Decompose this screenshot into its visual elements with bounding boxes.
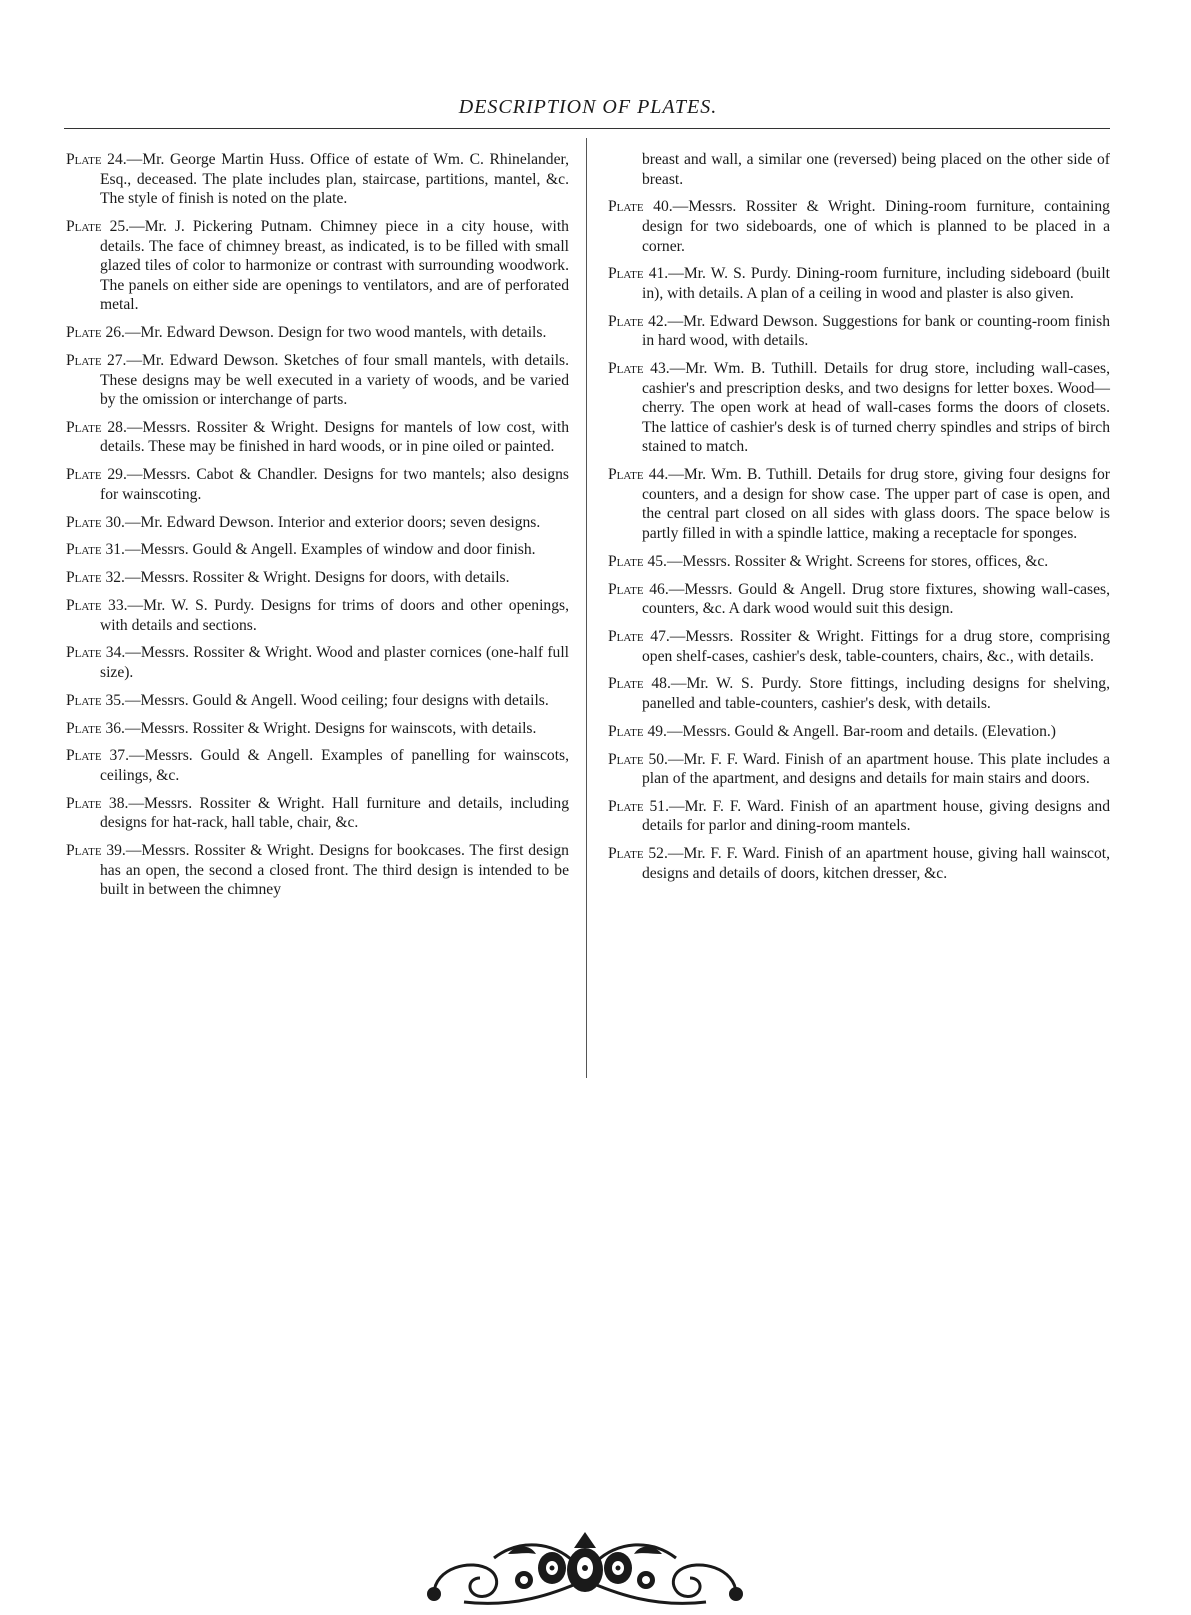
plate-entry-36 bbox=[66, 719, 569, 739]
plate-description: —Messrs. Cabot & Chandler. Designs for two mantels; also designs for wainscoting. bbox=[100, 466, 569, 503]
plate-number: Plate 52. bbox=[608, 845, 668, 863]
page-title: DESCRIPTION OF PLATES. bbox=[458, 96, 718, 118]
plate-description: —Mr. F. F. Ward. Finish of an apartment house, giving designs and details for parlor and dining-room mantels. bbox=[642, 797, 1110, 835]
plate-number: Plate 45. bbox=[608, 552, 667, 570]
plate-description: —Mr. F. F. Ward. Finish of an apartment house. This plate includes a plan of the apartment, and designs and details for main stairs and doors. bbox=[642, 750, 1110, 788]
foliate-scroll-ornament-icon bbox=[424, 1528, 746, 1610]
plate-number: Plate 25. bbox=[66, 217, 130, 235]
plate-description: —Messrs. Rossiter & Wright. Screens for stores, offices, &c. bbox=[666, 552, 1049, 570]
plate-number: Plate 40. bbox=[608, 198, 673, 216]
plate-number: Plate 42. bbox=[608, 312, 668, 330]
plate-entry-40 bbox=[608, 197, 1110, 256]
plate-description: —Mr. Edward Dewson. Sketches of four small mantels, with details. These designs may be well executed in a variety of woods, and be varied by the omission or interchange of parts. bbox=[100, 351, 569, 409]
plate-entry-34 bbox=[66, 643, 569, 682]
plate-number: Plate 48. bbox=[608, 675, 671, 693]
plate-number: Plate 43. bbox=[608, 360, 670, 378]
plate-description: —Mr. Wm. B. Tuthill. Details for drug store, giving four designs for counters, and a design for show case. The upper part of case is open, and the central part closed on all sides with glass doors. The space below is partly filled in with a spindle lattice, making a receptacle for sponges. bbox=[642, 466, 1111, 543]
plate-entry-29 bbox=[66, 465, 569, 504]
plate-entry-47 bbox=[608, 627, 1110, 666]
plate-entry-50 bbox=[608, 750, 1110, 789]
plate-number: Plate 32. bbox=[66, 569, 125, 587]
plate-description: —Messrs. Gould & Angell. Wood ceiling; four designs with details. bbox=[124, 691, 549, 709]
plate-description: —Messrs. Rossiter & Wright. Wood and plaster cornices (one-half full size). bbox=[100, 644, 569, 681]
plate-number: Plate 27. bbox=[66, 351, 127, 369]
plate-description: —Messrs. Gould & Angell. Examples of panelling for wainscots, ceilings, &c. bbox=[100, 747, 570, 784]
plate-description: —Messrs. Rossiter & Wright. Dining-room furniture, containing design for two sideboards, one of which is planned to be placed in a corner. bbox=[642, 198, 1110, 255]
plate-entry-24 bbox=[66, 150, 569, 209]
plate-number: Plate 33. bbox=[66, 596, 128, 614]
plate-entry-30 bbox=[66, 513, 569, 533]
plate-number: Plate 41. bbox=[608, 265, 669, 283]
plate-entry-31 bbox=[66, 540, 569, 560]
plate-entry-33 bbox=[66, 596, 569, 635]
plate-entry-25 bbox=[66, 217, 569, 315]
plate-entry-32 bbox=[66, 568, 569, 588]
plate-entry-44 bbox=[608, 465, 1110, 543]
plate-entry-51 bbox=[608, 797, 1110, 836]
plate-description: —Messrs. Rossiter & Wright. Hall furniture and details, including designs for hat-rack, hall table, chair, &c. bbox=[100, 794, 569, 832]
plate-description: —Mr. F. F. Ward. Finish of an apartment house, giving hall wainscot, designs and details of doors, kitchen dresser, &c. bbox=[642, 845, 1110, 882]
plate-number: Plate 38. bbox=[66, 794, 129, 812]
plate-description: —Mr. W. S. Purdy. Store fittings, including designs for shelving, panelled and table-counters, cashier's desk, with details. bbox=[642, 675, 1110, 712]
plate-entry-35 bbox=[66, 691, 569, 711]
left-column bbox=[66, 150, 569, 908]
plate-entry-45 bbox=[608, 552, 1110, 572]
plate-entry-48 bbox=[608, 674, 1110, 713]
plate-entry-39 bbox=[66, 841, 569, 900]
plate-number: Plate 34. bbox=[66, 644, 126, 662]
plate-number: Plate 50. bbox=[608, 750, 668, 768]
plate-description: —Mr. J. Pickering Putnam. Chimney piece in a city house, with details. The face of chimney breast, as indicated, is to be filled with small glazed tiles of color to harmonize or contrast with surrounding woodwork. The panels on either side are openings to ventilators, and are of perforated metal. bbox=[100, 217, 569, 314]
plate-number: Plate 47. bbox=[608, 627, 670, 645]
plate-number: Plate 49. bbox=[608, 722, 667, 740]
plate-entry-27 bbox=[66, 351, 569, 410]
plate-description: —Mr. George Martin Huss. Office of estate of Wm. C. Rhinelander, Esq., deceased. The plate includes plan, staircase, partitions, mantel, &c. The style of finish is noted on the plate. bbox=[100, 151, 569, 208]
plate-entry-28 bbox=[66, 418, 569, 457]
plate-description: —Messrs. Gould & Angell. Bar-room and details. (Elevation.) bbox=[666, 722, 1056, 740]
plate-number: Plate 28. bbox=[66, 418, 127, 436]
plate-description: —Mr. Edward Dewson. Design for two wood mantels, with details. bbox=[124, 324, 547, 342]
plate-number: Plate 31. bbox=[66, 541, 125, 559]
plate-description: —Messrs. Rossiter & Wright. Fittings for a drug store, comprising open shelf-cases, cashier's desk, table-counters, chairs, &c., with details. bbox=[642, 627, 1110, 665]
plate-description: —Mr. Edward Dewson. Suggestions for bank or counting-room finish in hard wood, with details. bbox=[642, 312, 1110, 350]
plate-number: Plate 35. bbox=[66, 691, 125, 709]
plate-description: —Messrs. Gould & Angell. Examples of window and door finish. bbox=[124, 541, 536, 559]
plate-39-continuation: breast and wall, a similar one (reversed) being placed on the other side of breast. bbox=[642, 151, 1110, 188]
right-column bbox=[608, 150, 1110, 892]
header-rule bbox=[64, 128, 1110, 129]
plate-description: —Messrs. Rossiter & Wright. Designs for wainscots, with details. bbox=[124, 719, 537, 737]
plate-number: Plate 37. bbox=[66, 747, 130, 765]
plate-number: Plate 26. bbox=[66, 324, 125, 342]
plate-description: —Mr. Wm. B. Tuthill. Details for drug store, including wall-cases, cashier's and prescription desks, and two designs for letter boxes. Wood—cherry. The open work at head of wall-cases forms the doors of closets. The lattice of cashier's desk is of turned cherry spindles and strips of birch stained to match. bbox=[642, 360, 1110, 456]
plate-description: —Messrs. Rossiter & Wright. Designs for bookcases. The first design has an open, the second a closed front. The third design is intended to be built in between the chimney bbox=[100, 842, 569, 899]
column-divider bbox=[586, 138, 587, 1078]
plate-entry-26 bbox=[66, 323, 569, 343]
plate-description: —Mr. W. S. Purdy. Designs for trims of doors and other openings, with details and sections. bbox=[100, 596, 569, 634]
plate-number: Plate 39. bbox=[66, 842, 126, 860]
plate-entry-46 bbox=[608, 580, 1110, 619]
plate-number: Plate 46. bbox=[608, 580, 669, 598]
plate-number: Plate 24. bbox=[66, 151, 127, 168]
plate-entry-49 bbox=[608, 722, 1110, 742]
plate-description: —Mr. W. S. Purdy. Dining-room furniture, including sideboard (built in), with details. A plan of a ceiling in wood and plaster is also given. bbox=[642, 265, 1110, 302]
plate-entry-37 bbox=[66, 746, 569, 785]
plate-number: Plate 44. bbox=[608, 466, 669, 484]
plate-number: Plate 29. bbox=[66, 466, 127, 484]
plate-number: Plate 51. bbox=[608, 797, 669, 815]
plate-description: —Messrs. Rossiter & Wright. Designs for mantels of low cost, with details. These may be finished in hard woods, or in pine oiled or painted. bbox=[100, 418, 569, 456]
plate-number: Plate 30. bbox=[66, 513, 125, 531]
plate-entry-43 bbox=[608, 359, 1110, 457]
plate-number: Plate 36. bbox=[66, 719, 125, 737]
plate-entry-38 bbox=[66, 794, 569, 833]
plate-entry-42 bbox=[608, 312, 1110, 351]
plate-entry-41 bbox=[608, 264, 1110, 303]
plate-description: —Messrs. Gould & Angell. Drug store fixtures, showing wall-cases, counters, &c. A dark wood would suit this design. bbox=[642, 580, 1110, 618]
plate-description: —Mr. Edward Dewson. Interior and exterior doors; seven designs. bbox=[124, 513, 541, 531]
plate-description: —Messrs. Rossiter & Wright. Designs for doors, with details. bbox=[124, 569, 510, 587]
plate-entry-52 bbox=[608, 844, 1110, 883]
